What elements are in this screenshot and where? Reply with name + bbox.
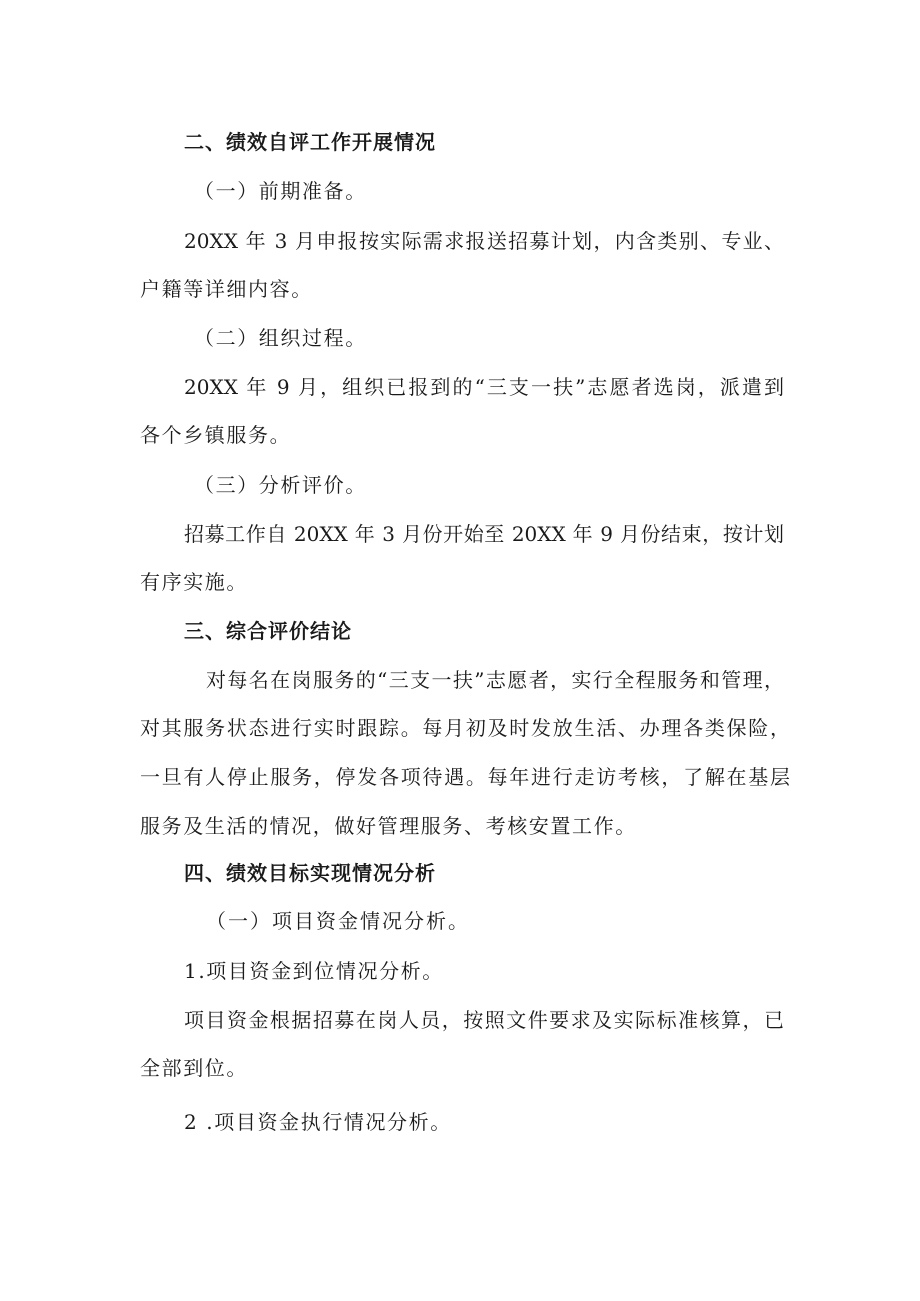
section-2-subheading-2: （二）组织过程。 bbox=[194, 326, 367, 350]
section-3-paragraph-line-3: 一旦有人停止服务，停发各项待遇。每年进行走访考核，了解在基层 bbox=[140, 765, 790, 789]
section-2-subheading-3: （三）分析评价。 bbox=[194, 473, 367, 497]
section-4-item-2: 2 .项目资金执行情况分析。 bbox=[184, 1110, 452, 1134]
section-2-paragraph-3-line-2: 有序实施。 bbox=[140, 570, 248, 594]
section-3-paragraph-line-4: 服务及生活的情况，做好管理服务、考核安置工作。 bbox=[140, 814, 637, 838]
section-4-heading: 四、绩效目标实现情况分析 bbox=[184, 861, 436, 885]
section-2-paragraph-2-line-2: 各个乡镇服务。 bbox=[140, 423, 292, 447]
section-3-paragraph-line-1: 对每名在岗服务的“三支一扶”志愿者，实行全程服务和管理， bbox=[206, 668, 784, 692]
section-3-paragraph-line-2: 对其服务状态进行实时跟踪。每月初及时发放生活、办理各类保险， bbox=[140, 716, 790, 740]
section-4-subheading-1: （一）项目资金情况分析。 bbox=[206, 909, 470, 933]
section-2-paragraph-3-line-1: 招募工作自 20XX 年 3 月份开始至 20XX 年 9 月份结束，按计划 bbox=[184, 522, 784, 546]
section-2-paragraph-1-line-1: 20XX 年 3 月申报按实际需求报送招募计划，内含类别、专业、 bbox=[184, 229, 784, 253]
section-4-paragraph-1-line-1: 项目资金根据招募在岗人员，按照文件要求及实际标准核算，已 bbox=[184, 1008, 784, 1032]
section-2-paragraph-2-line-1: 20XX 年 9 月，组织已报到的“三支一扶”志愿者选岗，派遣到 bbox=[184, 375, 784, 399]
section-3-heading: 三、综合评价结论 bbox=[184, 619, 352, 643]
section-4-paragraph-1-line-2: 全部到位。 bbox=[140, 1056, 248, 1080]
section-2-heading: 二、绩效自评工作开展情况 bbox=[184, 130, 436, 154]
section-4-item-1: 1.项目资金到位情况分析。 bbox=[184, 959, 444, 983]
section-2-subheading-1: （一）前期准备。 bbox=[194, 179, 367, 203]
section-2-paragraph-1-line-2: 户籍等详细内容。 bbox=[140, 277, 313, 301]
